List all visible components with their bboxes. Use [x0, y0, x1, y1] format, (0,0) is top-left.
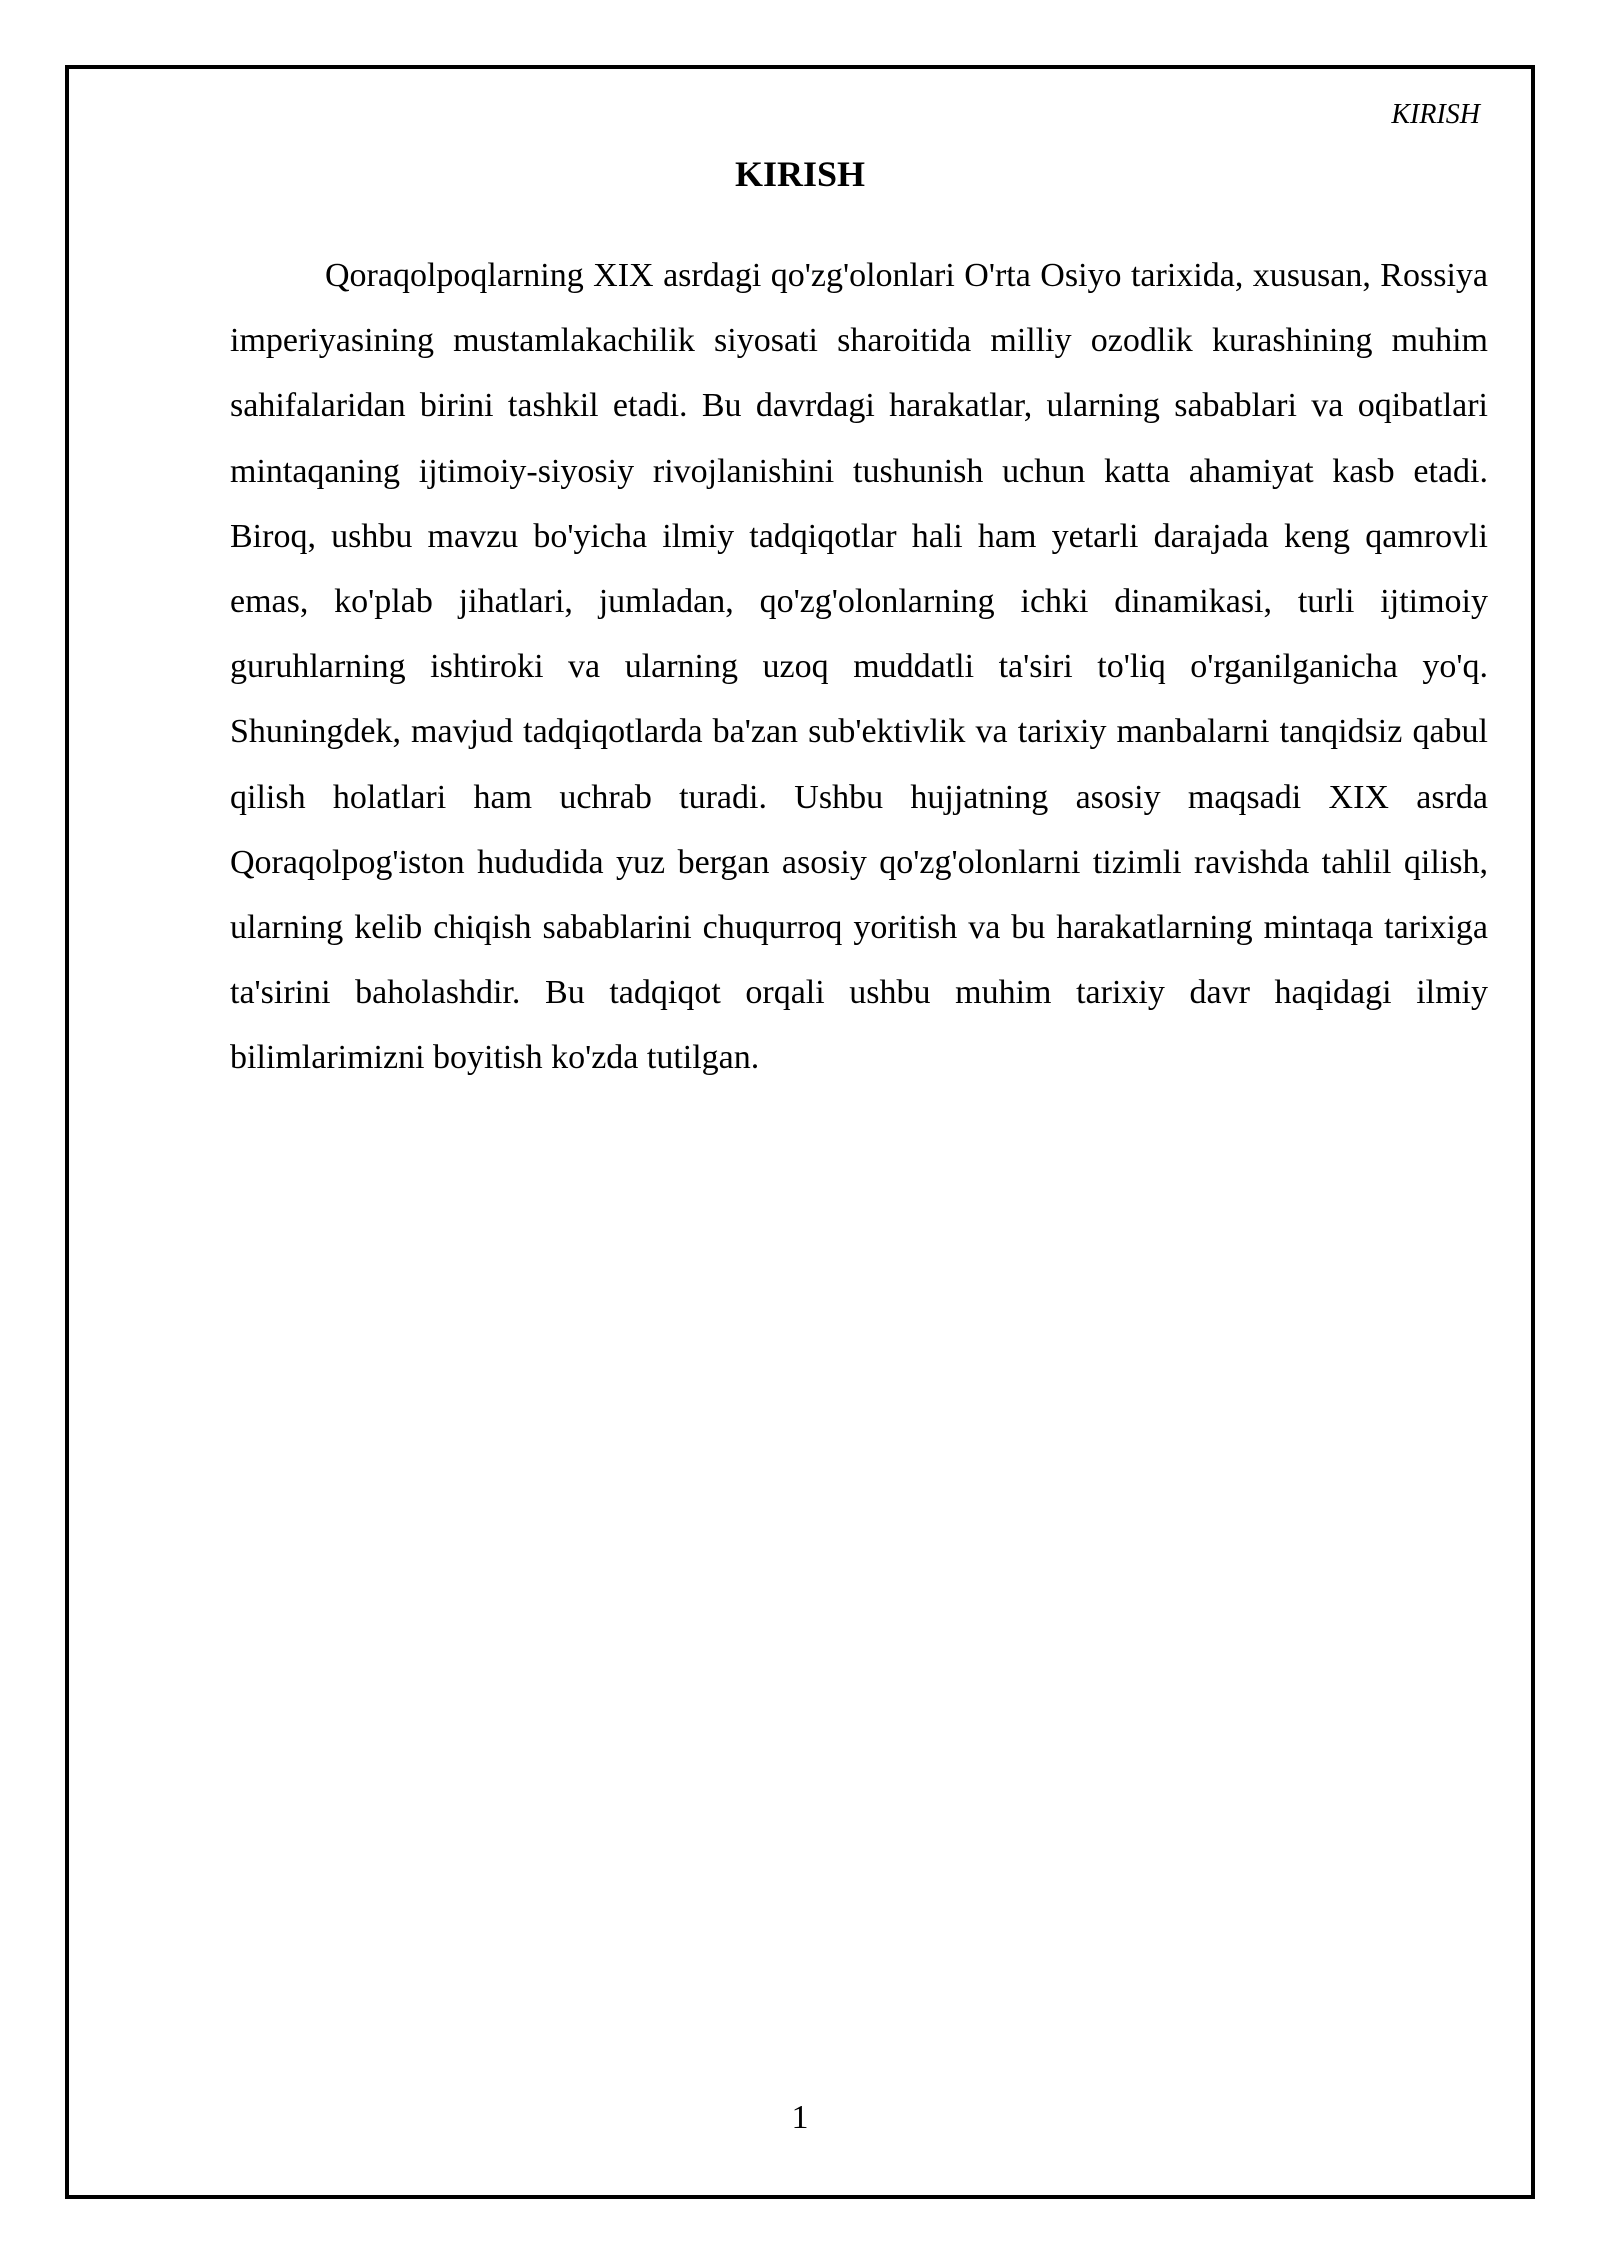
page-number: 1	[791, 2099, 809, 2136]
page-title: KIRISH	[734, 154, 866, 194]
body-paragraph: Qoraqolpoqlarning XIX asrdagi qo'zg'olonlari O'rta Osiyo tarixida, xususan, Rossiya imperiyasining mustamlakachilik siyosati sharoitida milliy ozodlik kurashining muhim sahifalaridan birini tashkil etadi. Bu davrdagi harakatlar, ularning sabablari va oqibatlari mintaqaning ijtimoiy-siyosiy rivojlanishini tushunish uchun katta ahamiyat kasb etadi. Biroq, ushbu mavzu bo'yicha ilmiy tadqiqotlar hali ham yetarli darajada keng qamrovli emas, ko'plab jihatlari, jumladan, qo'zg'olonlarning ichki dinamikasi, turli ijtimoiy guruhlarning ishtiroki va ularning uzoq muddatli ta'siri to'liq o'rganilganicha yo'q. Shuningdek, mavjud tadqiqotlarda ba'zan sub'ektivlik va tarixiy manbalarni tanqidsiz qabul qilish holatlari ham uchrab turadi. Ushbu hujjatning asosiy maqsadi XIX asrda Qoraqolpog'iston hududida yuz bergan asosiy qo'zg'olonlarni tizimli ravishda tahlil qilish, ularning kelib chiqish sabablarini chuqurroq yoritish va bu harakatlarning mintaqa tarixiga ta'sirini baholashdir. Bu tadqiqot orqali ushbu muhim tarixiy davr haqidagi ilmiy bilimlarimizni boyitish ko'zda tutilgan.	[230, 257, 1488, 1077]
running-header: KIRISH	[1391, 99, 1480, 130]
